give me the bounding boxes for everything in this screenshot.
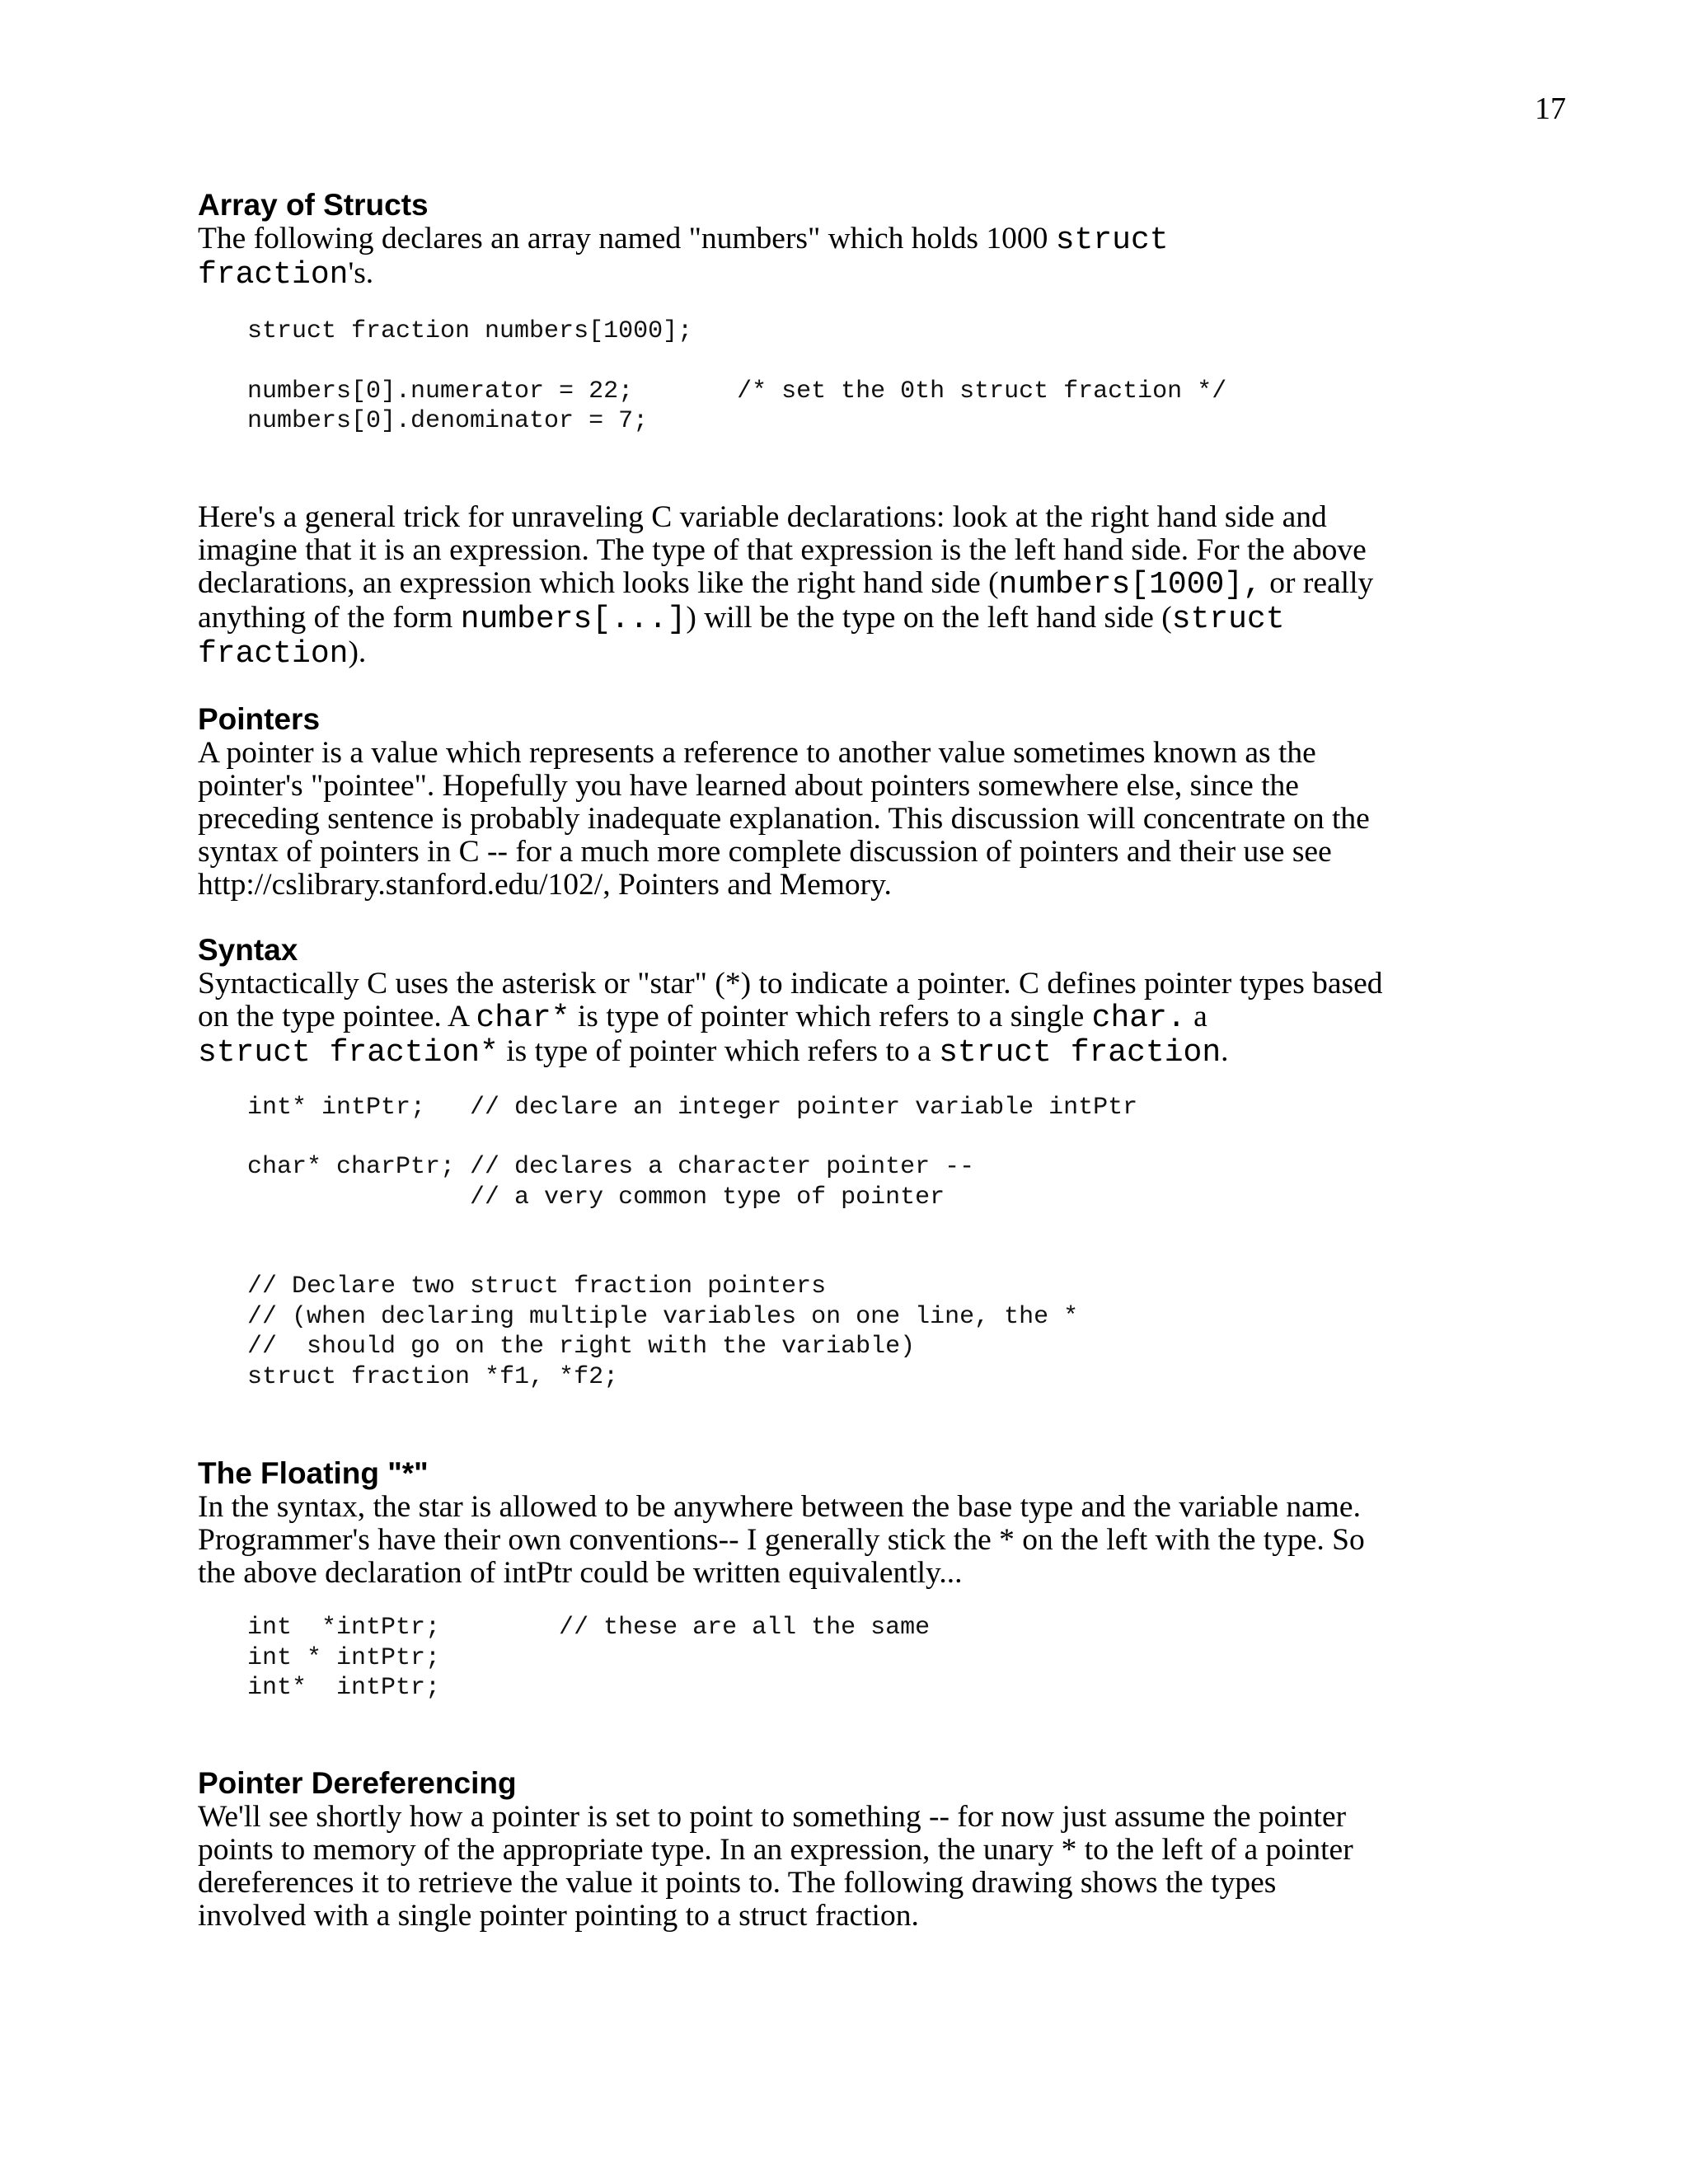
section-pointer-dereferencing [198,1766,1385,1933]
code-block: numbers[0].numerator = 22; /* set the 0th struct fraction */ numbers[0].denominator = 7; [247,377,1227,435]
section-heading: Pointers [198,701,321,736]
text: is type of pointer which refers to a single [570,999,1092,1033]
paragraph: We'll see shortly how a pointer is set to point to something -- for now just assume the pointer points to memory of the appropriate type. In an expression, the unary * to the left of a pointer dereferences it to retrieve the value it points to. The following drawing shows the types involved with a single pointer pointing to a struct fraction. [198,1799,1353,1933]
code-block: struct fraction numbers[1000]; [247,317,693,345]
section-array-of-structs [198,188,1385,437]
text: The following declares an array named "numbers" which holds 1000 [198,222,1056,255]
inline-code: numbers[1000], [998,566,1262,602]
inline-code: char. [1091,1000,1186,1036]
section-syntax [198,933,1385,1393]
inline-code: struct fraction [939,1034,1221,1071]
text: a [1185,999,1207,1033]
text: ) will be the type on the left hand side ( [686,600,1172,635]
inline-code: char* [476,1000,570,1036]
section-heading: Array of Structs [198,188,429,222]
paragraph [198,223,1385,292]
text: . [1221,1033,1229,1068]
text: Here's a general trick for unraveling C variable declarations: look at the right hand side and imagine that it is an expression. The type of that expression is the left hand side. For the above declarations, an expression which looks like the right hand side ( [198,499,1367,600]
text: or really anything of the form [198,565,1374,635]
code-block: int *intPtr; // these are all the same int * intPtr; int* intPtr; [247,1614,931,1702]
inline-code: struct fraction [198,601,1285,672]
section-floating-star [198,1456,1385,1704]
text: ). [348,635,367,669]
text: 's. [348,256,374,290]
paragraph: In the syntax, the star is allowed to be anywhere between the base type and the variable name. Programmer's have their own conventions-- I generally stick the * on the left with the type. So the above declaration of intPtr could be written equivalently... [198,1490,1365,1590]
section-heading: Syntax [198,932,298,967]
inline-code: numbers[...] [460,601,687,637]
code-block: // Declare two struct fraction pointers // (when declaring multiple variables on one line, the * // should go on the right with the variable) struct fraction *f1, *f2; [247,1272,1079,1391]
document-body [198,188,1385,1933]
text: is type of pointer which refers to a [498,1033,940,1068]
code-block: int* intPtr; // declare an integer pointer variable intPtr [247,1093,1138,1122]
section-heading: Pointer Dereferencing [198,1765,517,1800]
code-block: char* charPtr; // declares a character pointer -- // a very common type of pointer [247,1153,975,1212]
section-pointers [198,702,1385,902]
text: Syntactically C uses the asterisk or "star" (*) to indicate a pointer. C defines pointer types based on the type pointee. A [198,966,1383,1033]
paragraph-declaration-trick [198,501,1385,671]
paragraph [198,968,1385,1070]
inline-code: struct [1055,223,1169,258]
paragraph: A pointer is a value which represents a reference to another value sometimes known as the pointer's "pointee". Hopefully you have learned about pointers somewhere else, since the preceding sentence is probably inadequate explanation. This discussion will concentrate on the syntax of pointers in C -- for a much more complete discussion of pointers and their use see http://cslibrary.stanford.edu/102/, Pointers and Memory. [198,735,1370,902]
page-number: 17 [1535,91,1566,126]
section-heading: The Floating "*" [198,1456,429,1490]
inline-code: struct fraction* [198,1034,499,1071]
inline-code: fraction [198,257,349,293]
